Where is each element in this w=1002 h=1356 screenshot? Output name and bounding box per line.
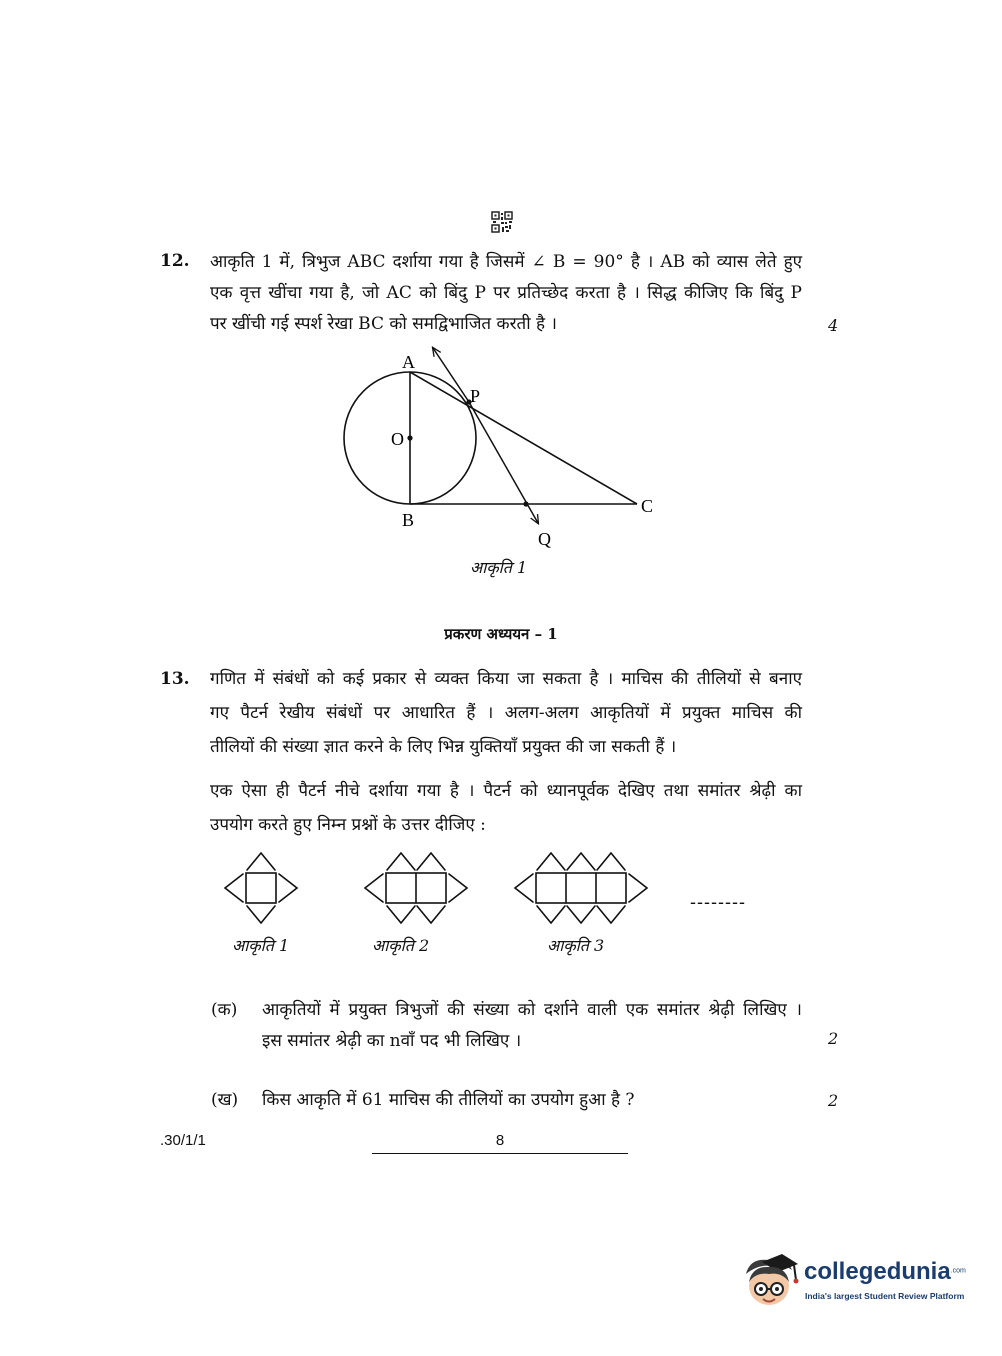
question-13-line: उपयोग करते हुए निम्न प्रश्नों के उत्तर दीजिए :: [210, 815, 486, 835]
pattern-figure-2: [365, 853, 467, 923]
collegedunia-watermark: [742, 1252, 982, 1316]
question-13-number: 13.: [160, 669, 190, 689]
mascot-logo: [742, 1252, 802, 1314]
brand-suffix: .com: [950, 1267, 966, 1275]
pattern-figure-1: [225, 853, 297, 923]
label-q: Q: [538, 529, 551, 549]
question-13-line: एक ऐसा ही पैटर्न नीचे दर्शाया गया है । पैटर्न को ध्यानपूर्वक देखिए तथा समांतर श्रेढ़ी का: [210, 781, 802, 801]
brand-name: [804, 1258, 966, 1286]
page-number: 8: [495, 1132, 505, 1149]
part-a-text: [262, 995, 802, 1057]
figure-1-caption: आकृति 1: [470, 558, 528, 577]
question-12-marks: 4: [828, 316, 839, 335]
label-c: C: [641, 496, 654, 516]
footer-rule: [372, 1153, 628, 1154]
question-12-line: पर खींची गई स्पर्श रेखा BC को समद्विभाजित करती है ।: [210, 314, 557, 334]
brand-text: collegedunia: [804, 1258, 951, 1285]
label-b: B: [402, 510, 415, 530]
matchstick-pattern: [220, 848, 790, 930]
question-13-line: तीलियों की संख्या ज्ञात करने के लिए भिन्न युक्तियाँ प्रयुक्त की जा सकती हैं ।: [210, 737, 677, 757]
part-b-label: (ख): [211, 1090, 239, 1110]
part-a-marks: 2: [828, 1029, 839, 1048]
figure-1-diagram: [330, 340, 670, 555]
side-ac: [410, 372, 637, 504]
part-a-line: आकृतियों में प्रयुक्त त्रिभुजों की संख्या को दर्शाने वाली एक समांतर श्रेढ़ी लिखिए ।: [262, 1000, 802, 1020]
pattern-continuation: --------: [690, 892, 746, 912]
question-12-number: 12.: [160, 251, 190, 271]
tangent-bc-intersection: [523, 501, 528, 506]
question-12-line: आकृति 1 में, त्रिभुज ABC दर्शाया गया है जिसमें ∠ B = 90° है । AB को व्यास लेते हुए: [210, 252, 802, 272]
pattern-caption-2: आकृति 2: [372, 936, 430, 955]
label-a: A: [402, 352, 415, 372]
part-b-text: किस आकृति में 61 माचिस की तीलियों का उपयोग हुआ है ?: [262, 1090, 635, 1110]
part-a-line: इस समांतर श्रेढ़ी का nवाँ पद भी लिखिए ।: [262, 1031, 522, 1051]
paper-code: .30/1/1: [160, 1132, 206, 1149]
pattern-figure-3: [515, 853, 647, 923]
pattern-caption-3: आकृति 3: [547, 936, 605, 955]
label-o: O: [391, 429, 404, 449]
question-13-line: गए पैटर्न रेखीय संबंधों पर आधारित हैं । अलग-अलग आकृतियों में प्रयुक्त माचिस की: [210, 703, 802, 723]
question-12-text: [210, 247, 802, 340]
case-study-heading: प्रकरण अध्ययन – 1: [444, 625, 558, 643]
brand-tagline: India's largest Student Review Platform: [805, 1291, 965, 1301]
part-a-label: (क): [211, 1000, 238, 1020]
question-12-line: एक वृत्त खींचा गया है, जो AC को बिंदु P पर प्रतिच्छेद करता है । सिद्ध कीजिए कि बिंदु P: [210, 283, 802, 303]
tangent-upper: [433, 348, 469, 402]
label-p: P: [470, 386, 481, 406]
pattern-caption-1: आकृति 1: [232, 936, 290, 955]
part-b-marks: 2: [828, 1091, 839, 1110]
question-13-paragraph-2: [210, 774, 802, 842]
question-13-paragraph-1: [210, 662, 802, 764]
center-point: [407, 435, 412, 440]
qr-code-icon: [491, 211, 513, 233]
question-13-line: गणित में संबंधों को कई प्रकार से व्यक्त किया जा सकता है । माचिस की तीलियों से बनाए: [210, 669, 802, 689]
